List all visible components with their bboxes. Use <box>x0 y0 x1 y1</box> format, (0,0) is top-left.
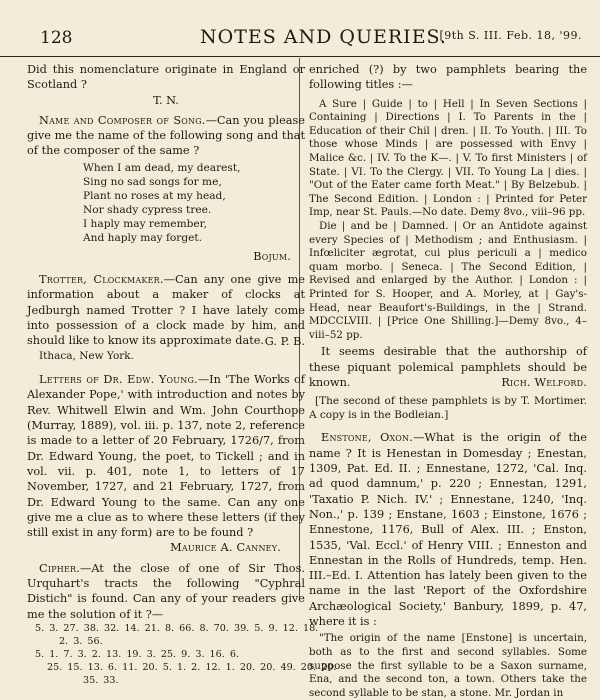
welford-signature: Rich. Welford. <box>501 376 587 390</box>
editor-note: [The second of these pamphlets is by T. Mortimer. A copy is in the Bodleian.] <box>309 395 587 422</box>
young-text: —In 'The Works of Alexander Pope,' with introduction and notes by Rev. Whitwell Elwin and Wm. John Courthope (Murray, 1889), vol. iii. p. 137, note 2, reference is made to a letter of 20 February, 1726/7, from Dr. Edward Young, the poet, to Tickell ; and in vol. vii. p. 401, note 1, to letters of 17 November, 1727, and 21 February, 1727, from Dr. Edward Young to the same. Can any one give me a clue as to where these letters (if they still exist in any form) are to be found ? <box>27 373 305 540</box>
issue-reference: [9th S. III. Feb. 18, '99. <box>439 29 582 42</box>
cipher-line: 5. 3. 27. 38. 32. 14. 21. 8. 66. 8. 70. 39. 5. 9. 12. 18. <box>35 622 319 634</box>
pamphlet-title-2: Die | and be | Damned. | Or an Antidote against every Species of | Methodism ; and Enthusiasm. | Infœliciter ægrotat, cui plus periculi a | medico quam morbo. | Seneca. | The Second Edition, | Revised and enlarged by the Author. | London : | Printed for S. Hooper, and A. Morley, at | Gay's-Head, near Beaufort's-Buildings, in the | Strand. MDCCLVIII. | [Price One Shilling.]—Demy 8vo., 4–viii–52 pp. <box>309 219 587 341</box>
young-query <box>27 372 305 540</box>
journal-title: NOTES AND QUERIES. <box>200 26 447 48</box>
trotter-place: Ithaca, New York. <box>39 349 134 362</box>
left-column <box>27 62 337 687</box>
right-column <box>309 62 587 700</box>
verse-line: Sing no sad songs for me, <box>83 175 222 188</box>
enstone-query <box>309 430 587 629</box>
trotter-signature: G. P. B. <box>264 334 305 348</box>
song-signature: Bojum. <box>253 249 291 263</box>
cipher-distich <box>35 622 337 687</box>
enstone-quote: "The origin of the name [Enstone] is uncertain, both as to the first and second syllables. Some suppose the first syllable to be a Saxon surname, Ena, and the second ton, a town. Others take the second syllable to be stan, a stone. Mr. Jordan in <box>309 632 587 699</box>
song-text: —Can you please give me the name of the following song and that of the composer of the same ? <box>27 113 305 158</box>
cipher-line: 2. 3. 56. <box>59 635 103 647</box>
cipher-line: 5. 1. 7. 3. 2. 13. 19. 3. 25. 9. 3. 16. 6. <box>35 648 240 660</box>
enstone-heading: Enstone, Oxon. <box>321 431 414 445</box>
desirable-text: It seems desirable that the authorship of these piquant polemical pamphlets should be known. <box>309 345 587 389</box>
trotter-query <box>27 272 305 348</box>
pamphlet-title-1: A Sure | Guide | to | Hell | In Seven Sections | Containing | Directions | I. To Parents in the | Education of their Chil | dren. | II. To Youth. | III. To those whose Minds | are possessed with Envy | Malice &c. | IV. To the K—. | V. To first Ministers | of State. | VI. To the Clergy. | VII. To Young La | dies. | "Out of the Eater came forth Meat." | By Belzebub. | The Second Edition. | London : | Printed for Peter Imp, near St. Pauls.—No date. Demy 8vo., viii–96 pp. <box>309 97 587 219</box>
young-signature: Maurice A. Canney. <box>170 541 281 555</box>
verse-line: And haply may forget. <box>83 231 203 244</box>
intro-signature: T. N. <box>153 93 179 107</box>
verse-line: I haply may remember, <box>83 217 207 230</box>
page-number: 128 <box>40 28 73 48</box>
trotter-text: —Can any one give me information about a maker of clocks at Jedburgh named Trotter ? I have lately come into possession of a clock made by him, and should like to know its approximate date. <box>27 273 305 348</box>
verse-line: When I am dead, my dearest, <box>83 161 241 174</box>
cipher-query <box>27 561 305 622</box>
verse-line: Plant no roses at my head, <box>83 189 226 202</box>
intro-text: Did this nomenclature originate in England or Scotland ? <box>27 63 305 92</box>
cipher-line: 25. 15. 13. 6. 11. 20. 5. 1. 2. 12. 1. 20. 20. 49. 20. 20. <box>47 661 337 673</box>
song-verse <box>83 161 305 245</box>
page-header <box>0 20 600 57</box>
song-heading: Name and Composer of Song. <box>39 113 206 127</box>
young-heading: Letters of Dr. Edw. Young. <box>39 373 198 387</box>
cipher-line: 35. 33. <box>83 674 119 686</box>
song-query <box>27 113 305 159</box>
cipher-heading: Cipher. <box>39 561 81 575</box>
trotter-heading: Trotter, Clockmaker. <box>39 273 164 287</box>
enstone-text: —What is the origin of the name ? It is Henestan in Domesday ; Enestan, 1309, Pat. Ed. II. ; Ennestane, 1272, 'Cal. Inq. ad quod damnum,' p. 220 ; Ennestan, 1291, 'Taxatio P. Nich. IV.' ; Ennestane, 1240, 'Inq. Non.,' p. 139 ; Enstane, 1603 ; Einstone, 1676 ; Ennestone, 1176, Bull of Alex. III. ; Enston, 1535, 'Val. Eccl.' of Henry VIII. ; Enneston and Ennestan in the Rolls of Hundreds, temp. Hen. III.–Ed. I. Attention has lately been given to the name in the last 'Report of the Oxfordshire Archæological Society,' Banbury, 1899, p. 47, where it is : <box>309 431 587 629</box>
intro-query <box>27 62 305 93</box>
verse-line: Nor shady cypress tree. <box>83 203 212 216</box>
enriched-text: enriched (?) by two pamphlets bearing the following titles :— <box>309 63 587 92</box>
cipher-text: —At the close of one of Sir Thos. Urquhart's tracts the following "Cyphral Distich" is found. Can any of your readers give me the solution of it ?— <box>27 561 305 621</box>
